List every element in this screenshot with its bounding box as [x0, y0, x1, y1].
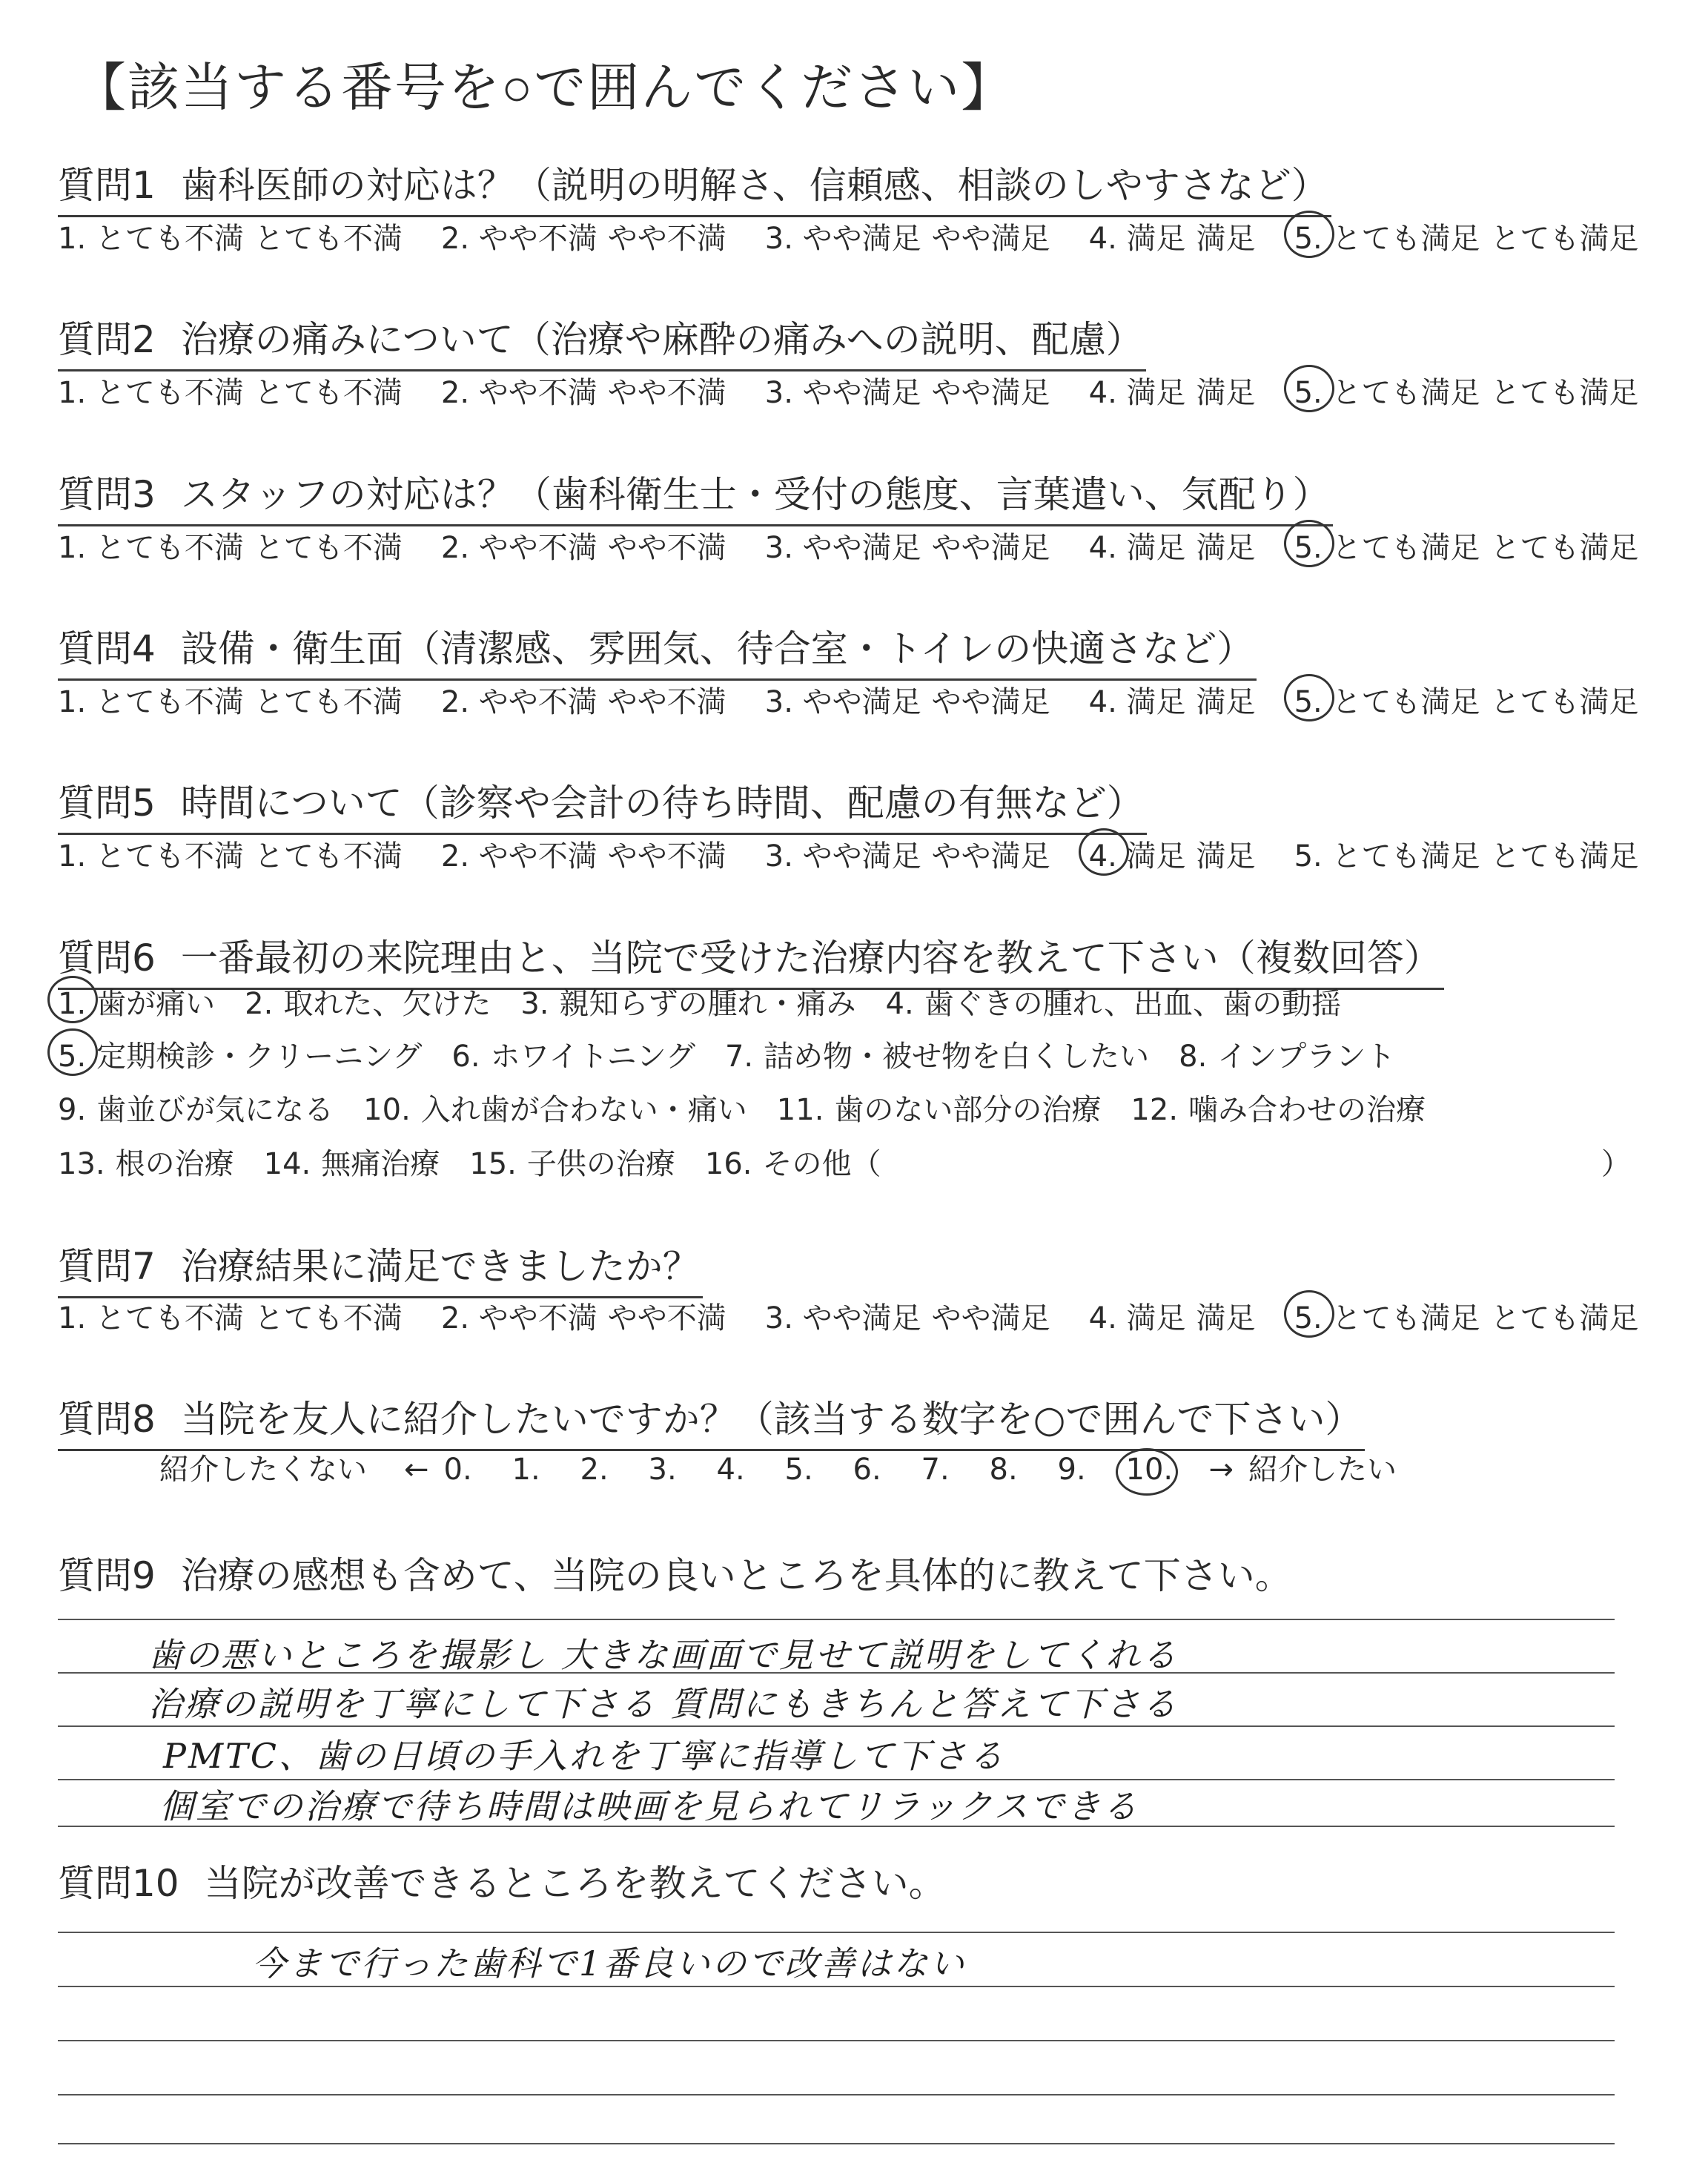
- option-number: 1. とても不満: [58, 1301, 244, 1335]
- scale-number[interactable]: 0.: [443, 1453, 472, 1487]
- question-number: 質問9: [58, 1554, 156, 1597]
- option-label: 取れた、欠けた: [283, 987, 491, 1021]
- page-title: 【該当する番号を○で囲んでください】: [74, 57, 1015, 118]
- question-3-options: [58, 524, 1677, 567]
- question-5-options: [58, 833, 1677, 875]
- rating-option[interactable]: [58, 833, 403, 875]
- question-7-heading: [58, 1237, 703, 1298]
- option-label: 満足: [1196, 1301, 1256, 1335]
- option-label: とても満足: [1490, 839, 1639, 873]
- option-label: とても満足: [1490, 376, 1639, 410]
- q6-option-row: [58, 1033, 1425, 1075]
- rating-option[interactable]: [1294, 1295, 1639, 1337]
- option-number: 5. とても満足: [1294, 222, 1480, 256]
- rating-option[interactable]: [58, 215, 403, 257]
- answer-line: [58, 2094, 1615, 2095]
- question-number: 質問8: [58, 1398, 156, 1441]
- right-arrow-icon: →: [1208, 1453, 1234, 1487]
- question-text: 当院を友人に紹介したいですか？（該当する数字を○で囲んで下さい）: [180, 1398, 1363, 1441]
- option-number: 3. やや満足: [764, 531, 921, 565]
- treatment-option[interactable]: [245, 980, 491, 1023]
- rating-option[interactable]: [765, 833, 1050, 875]
- option-number: 2. やや不満: [440, 376, 598, 410]
- scale-number[interactable]: 3.: [648, 1453, 677, 1487]
- question-3-heading: [58, 465, 1333, 526]
- question-number: 質問1: [58, 164, 156, 207]
- question-10-heading: [58, 1854, 946, 1907]
- question-text: 時間について（診察や会計の待ち時間、配慮の有無など）: [180, 782, 1144, 825]
- option-number: 5. とても満足: [1294, 531, 1480, 565]
- option-number: 16.: [704, 1147, 752, 1181]
- answer-line: [58, 2040, 1615, 2041]
- option-number: 2. やや不満: [440, 222, 598, 256]
- rating-option[interactable]: [441, 833, 726, 875]
- option-number: 3. やや満足: [764, 839, 921, 873]
- option-number: 13.: [58, 1147, 105, 1181]
- rating-option[interactable]: [1089, 524, 1256, 567]
- scale-number[interactable]: 4.: [716, 1453, 745, 1487]
- option-number: 3.: [520, 987, 549, 1021]
- question-text: 治療結果に満足できましたか？: [180, 1245, 700, 1288]
- option-number: 10.: [363, 1093, 411, 1127]
- option-label: 無痛治療: [321, 1147, 440, 1181]
- option-label: とても不満: [254, 685, 403, 719]
- question-1-options: [58, 215, 1677, 257]
- option-label: 満足: [1196, 531, 1256, 565]
- option-number: 3. やや満足: [764, 1301, 921, 1335]
- option-label: その他（: [762, 1147, 881, 1181]
- treatment-option[interactable]: [1179, 1033, 1395, 1075]
- other-close-paren: ）: [1601, 1147, 1631, 1181]
- option-number: 2.: [245, 987, 274, 1021]
- handwritten-answer: 個室での治療で待ち時間は映画を見られてリラックスできる: [159, 1786, 1139, 1826]
- option-number: 12.: [1131, 1093, 1179, 1127]
- option-number: 2. やや不満: [440, 685, 598, 719]
- scale-number[interactable]: 9.: [1057, 1453, 1086, 1487]
- question-text: 治療の痛みについて（治療や麻酔の痛みへの説明、配慮）: [180, 318, 1143, 361]
- option-label: やや満足: [931, 839, 1050, 873]
- rating-option[interactable]: [1089, 678, 1256, 721]
- treatment-option[interactable]: [363, 1086, 747, 1129]
- option-number: 1. とても不満: [58, 531, 244, 565]
- option-label: とても満足: [1490, 531, 1639, 565]
- question-number: 質問10: [58, 1862, 179, 1905]
- handwritten-answer: 歯の悪いところを撮影し 大きな画面で見せて説明をしてくれる: [148, 1635, 1179, 1675]
- question-4-heading: [58, 619, 1257, 681]
- q6-option-row: [58, 980, 1371, 1023]
- option-label: 定期検診・クリーニング: [96, 1040, 423, 1074]
- question-text: 当院が改善できるところを教えてください。: [204, 1862, 946, 1905]
- rating-option[interactable]: [58, 1295, 403, 1337]
- rating-option[interactable]: [1294, 833, 1639, 875]
- option-number: 5.: [58, 1040, 87, 1074]
- rating-option[interactable]: [1294, 369, 1639, 412]
- handwritten-answer: PMTC、歯の日頃の手入れを丁寧に指導して下さる: [163, 1736, 1005, 1776]
- rating-option[interactable]: [1294, 678, 1639, 721]
- option-label: やや不満: [607, 1301, 726, 1335]
- q6-option-row: [58, 1140, 911, 1183]
- scale-number[interactable]: 7.: [921, 1453, 950, 1487]
- option-number: 1. とても不満: [58, 839, 244, 873]
- option-number: 4. 満足: [1088, 222, 1186, 256]
- scale-left-label: 紹介したくない: [159, 1453, 367, 1487]
- treatment-option[interactable]: [1131, 1086, 1426, 1129]
- answer-line: [58, 1932, 1615, 1933]
- treatment-option[interactable]: [469, 1140, 675, 1183]
- option-label: やや不満: [607, 376, 726, 410]
- option-number: 4.: [885, 987, 914, 1021]
- option-label: インプラント: [1217, 1040, 1396, 1074]
- question-number: 質問2: [58, 318, 156, 361]
- option-label: とても不満: [254, 376, 403, 410]
- option-label: やや不満: [607, 222, 726, 256]
- rating-option[interactable]: [441, 215, 726, 257]
- option-label: やや満足: [931, 1301, 1050, 1335]
- treatment-option[interactable]: [58, 1033, 422, 1075]
- question-text: スタッフの対応は？（歯科衛生士・受付の態度、言葉遣い、気配り）: [180, 473, 1330, 516]
- question-1-heading: [58, 156, 1331, 217]
- scale-number[interactable]: 2.: [580, 1453, 609, 1487]
- option-number: 2. やや不満: [440, 839, 598, 873]
- option-number: 5. とても満足: [1294, 685, 1480, 719]
- option-number: 11.: [776, 1093, 824, 1127]
- option-number: 1. とても不満: [58, 222, 244, 256]
- scale-number[interactable]: 6.: [853, 1453, 881, 1487]
- option-number: 2. やや不満: [440, 1301, 598, 1335]
- treatment-option[interactable]: [725, 1033, 1149, 1075]
- treatment-option[interactable]: [58, 1140, 234, 1183]
- rating-option[interactable]: [1089, 833, 1256, 875]
- treatment-option[interactable]: [58, 1086, 334, 1129]
- treatment-option[interactable]: [264, 1140, 440, 1183]
- option-number: 4. 満足: [1088, 685, 1186, 719]
- option-label: 満足: [1196, 839, 1256, 873]
- option-number: 15.: [469, 1147, 517, 1181]
- scale-number[interactable]: 10.: [1126, 1453, 1194, 1487]
- option-label: 満足: [1196, 222, 1256, 256]
- option-number: 7.: [724, 1040, 754, 1074]
- treatment-option[interactable]: [777, 1086, 1102, 1129]
- option-number: 3. やや満足: [764, 222, 921, 256]
- option-label: 噛み合わせの治療: [1188, 1093, 1426, 1127]
- option-label: 歯が痛い: [96, 987, 216, 1021]
- option-number: 4. 満足: [1088, 531, 1186, 565]
- rating-option[interactable]: [1294, 524, 1639, 567]
- question-text: 設備・衛生面（清潔感、雰囲気、待合室・トイレの快適さなど）: [180, 627, 1254, 670]
- handwritten-answer: 治療の説明を丁寧にして下さる 質問にもきちんと答えて下さる: [148, 1684, 1179, 1724]
- rating-option[interactable]: [58, 524, 403, 567]
- rating-option[interactable]: [765, 215, 1050, 257]
- question-text: 歯科医師の対応は？（説明の明解さ、信頼感、相談のしやすさなど）: [180, 164, 1328, 207]
- option-number: 5. とても満足: [1294, 1301, 1480, 1335]
- option-label: やや不満: [607, 531, 726, 565]
- treatment-option[interactable]: [451, 1033, 695, 1075]
- handwritten-answer: 今まで行った歯科で1番良いので改善はない: [252, 1943, 967, 1984]
- option-label: 入れ歯が合わない・痛い: [420, 1093, 747, 1127]
- question-number: 質問7: [58, 1245, 156, 1288]
- option-label: 満足: [1196, 376, 1256, 410]
- option-label: やや満足: [931, 685, 1050, 719]
- question-2-heading: [58, 310, 1146, 371]
- option-number: 1.: [58, 987, 87, 1021]
- question-number: 質問3: [58, 473, 156, 516]
- question-number: 質問4: [58, 627, 156, 670]
- treatment-option[interactable]: [58, 980, 215, 1023]
- option-label: やや不満: [607, 685, 726, 719]
- rating-option[interactable]: [58, 678, 403, 721]
- rating-option[interactable]: [1089, 369, 1256, 412]
- rating-option[interactable]: [1089, 1295, 1256, 1337]
- option-number: 2. やや不満: [440, 531, 598, 565]
- option-label: とても不満: [254, 1301, 403, 1335]
- option-number: 9.: [58, 1093, 87, 1127]
- rating-option[interactable]: [765, 1295, 1050, 1337]
- option-label: やや不満: [607, 839, 726, 873]
- rating-option[interactable]: [441, 678, 726, 721]
- q6-option-row: [58, 1086, 1455, 1129]
- option-label: とても不満: [254, 222, 403, 256]
- scale-right-label: 紹介したい: [1248, 1453, 1397, 1487]
- option-label: 詰め物・被せ物を白くしたい: [764, 1040, 1150, 1074]
- rating-option[interactable]: [1294, 215, 1639, 257]
- option-number: 1. とても不満: [58, 685, 244, 719]
- option-label: 親知らずの腫れ・痛み: [559, 987, 856, 1021]
- scale-number[interactable]: 5.: [784, 1453, 813, 1487]
- option-number: 4. 満足: [1088, 1301, 1186, 1335]
- answer-line: [58, 1986, 1615, 1987]
- option-label: ホワイトニング: [490, 1040, 695, 1074]
- option-label: やや満足: [931, 376, 1050, 410]
- treatment-option[interactable]: [705, 1140, 881, 1183]
- option-label: とても不満: [254, 839, 403, 873]
- option-number: 6.: [451, 1040, 480, 1074]
- answer-line: [58, 2143, 1615, 2144]
- option-number: 8.: [1179, 1040, 1208, 1074]
- question-number: 質問5: [58, 782, 156, 825]
- option-label: とても満足: [1490, 1301, 1639, 1335]
- treatment-option[interactable]: [520, 980, 855, 1023]
- rating-option[interactable]: [441, 524, 726, 567]
- option-label: やや満足: [931, 531, 1050, 565]
- left-arrow-icon: ←: [404, 1453, 429, 1487]
- rating-option[interactable]: [58, 369, 403, 412]
- option-number: 5. とても満足: [1294, 376, 1480, 410]
- option-label: とても満足: [1490, 222, 1639, 256]
- question-text: 一番最初の来院理由と、当院で受けた治療内容を教えて下さい（複数回答）: [180, 937, 1441, 980]
- treatment-option[interactable]: [886, 980, 1342, 1023]
- question-8-heading: [58, 1390, 1365, 1451]
- rating-option[interactable]: [765, 524, 1050, 567]
- question-4-options: [58, 678, 1677, 721]
- option-number: 14.: [263, 1147, 311, 1181]
- option-label: 歯ぐきの腫れ、出血、歯の動揺: [924, 987, 1342, 1021]
- rating-option[interactable]: [441, 369, 726, 412]
- question-5-heading: [58, 773, 1147, 835]
- scale-numbers: [444, 1453, 1194, 1487]
- option-number: 3. やや満足: [764, 376, 921, 410]
- option-label: 子供の治療: [526, 1147, 675, 1181]
- option-label: 満足: [1196, 685, 1256, 719]
- option-number: 4. 満足: [1088, 376, 1186, 410]
- rating-option[interactable]: [765, 678, 1050, 721]
- option-number: 1. とても不満: [58, 376, 244, 410]
- option-number: 5. とても満足: [1294, 839, 1480, 873]
- recommend-scale: [159, 1446, 1397, 1488]
- question-2-options: [58, 369, 1677, 412]
- scale-number[interactable]: 8.: [989, 1453, 1018, 1487]
- option-label: 根の治療: [115, 1147, 234, 1181]
- question-text: 治療の感想も含めて、当院の良いところを具体的に教えて下さい。: [180, 1554, 1292, 1597]
- rating-option[interactable]: [441, 1295, 726, 1337]
- option-label: やや満足: [931, 222, 1050, 256]
- option-number: 4. 満足: [1088, 839, 1186, 873]
- scale-number[interactable]: 1.: [512, 1453, 540, 1487]
- rating-option[interactable]: [765, 369, 1050, 412]
- option-label: とても満足: [1490, 685, 1639, 719]
- option-label: 歯並びが気になる: [96, 1093, 334, 1127]
- option-number: 3. やや満足: [764, 685, 921, 719]
- option-label: とても不満: [254, 531, 403, 565]
- option-label: 歯のない部分の治療: [834, 1093, 1102, 1127]
- question-7-options: [58, 1295, 1677, 1337]
- question-9-heading: [58, 1546, 1292, 1599]
- answer-line: [58, 1619, 1615, 1620]
- question-number: 質問6: [58, 937, 156, 980]
- rating-option[interactable]: [1089, 215, 1256, 257]
